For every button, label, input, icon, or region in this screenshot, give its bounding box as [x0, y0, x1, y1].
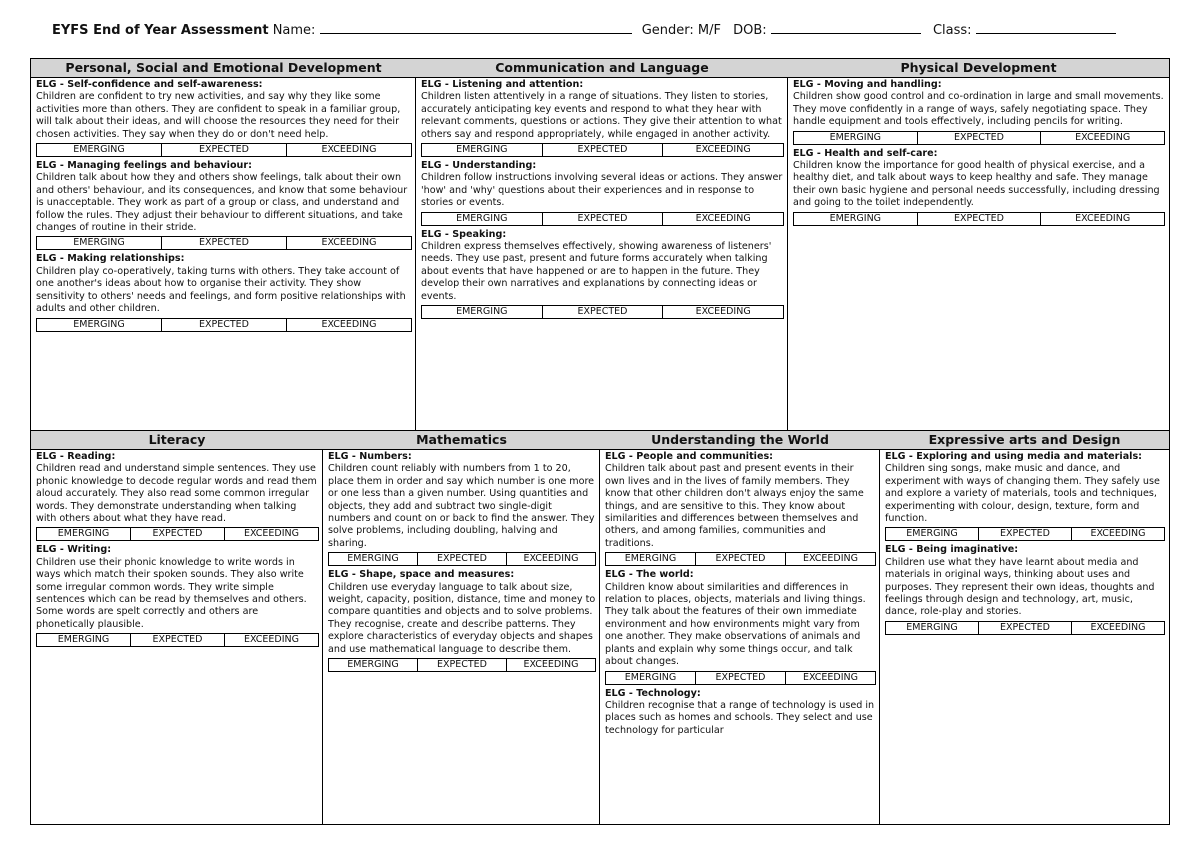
- elg-title: ELG - People and communities: [605, 451, 770, 462]
- elg-description: Children are confident to try new activities, and say why they like some activities more than others. They are confident to speak in a familiar group, will talk about their ideas, and will choose the resources they need for their chosen activities. They say when they do or don't need help.: [36, 91, 401, 140]
- elg-description: Children know the importance for good health of physical exercise, and a healthy diet, and talk about ways to keep healthy and safe. They manage their own basic hygiene and personal needs successfully, including dressing and going to the toilet independently.: [793, 160, 1160, 209]
- rating-exceeding[interactable]: EXCEEDING: [224, 528, 318, 540]
- elg-title: ELG - Listening and attention: [421, 79, 580, 90]
- rating-exceeding[interactable]: EXCEEDING: [286, 319, 411, 331]
- elg-title: ELG - Exploring and using media and materials: [885, 451, 1139, 462]
- rating-row: [36, 318, 412, 332]
- rating-exceeding[interactable]: EXCEEDING: [662, 306, 783, 318]
- rating-row: [36, 527, 319, 541]
- elg-title: ELG - Being imaginative: [885, 544, 1015, 556]
- elg-block: ELG - Shape, space and measures: Children use everyday language to talk about size, weight, capacity, position, distance, time and money to compare quantities and objects and to solve problems. They recognise, create and describe patterns. They explore characteristics of everyday objects and shapes and use mathematical language to describe them.: [328, 569, 596, 655]
- elg-block: ELG - Exploring and using media and materials: Children sing songs, make music and dance, and experiment with ways of changing them. They safely use and explore a variety of materials, tools and techniques, experimenting with colour, design, texture, form and function.: [885, 451, 1165, 525]
- area-title: Personal, Social and Emotional Development: [31, 59, 416, 78]
- class-label: Class:: [932, 23, 972, 38]
- area-communication-language: [416, 59, 788, 431]
- rating-row: [421, 143, 784, 157]
- rating-emerging[interactable]: EMERGING: [73, 318, 125, 330]
- rating-emerging[interactable]: EMERGING: [57, 528, 110, 540]
- area-expressive-arts: [880, 431, 1169, 824]
- rating-row: [36, 236, 412, 250]
- rating-row: [793, 131, 1165, 145]
- rating-emerging[interactable]: EMERGING: [456, 212, 508, 224]
- area-title: Mathematics: [323, 431, 600, 450]
- rating-row: [36, 633, 319, 647]
- rating-row: [421, 212, 784, 226]
- rating-expected[interactable]: EXPECTED: [161, 237, 286, 249]
- elg-description: Children read and understand simple sentences. They use phonic knowledge to decode regular words and read them aloud accurately. They also read some common irregular words. They demonstrate understanding when talking with others about what they have read.: [36, 463, 317, 525]
- area-understanding-world: [600, 431, 880, 824]
- elg-title: ELG - The world: [605, 569, 690, 581]
- area-title: Physical Development: [788, 59, 1169, 78]
- elg-description: Children talk about how they and others show feelings, talk about their own and others' behaviour, and its consequences, and know that some behaviour is unacceptable. They work as part of a group or class, and understand and follow the rules. They adjust their behaviour to different situations, and take changes of routine in their stride.: [36, 172, 408, 234]
- rating-expected[interactable]: EXPECTED: [161, 319, 286, 331]
- rating-exceeding[interactable]: EXCEEDING: [1071, 528, 1164, 540]
- elg-title: ELG - Technology: [605, 687, 697, 699]
- rating-emerging[interactable]: EMERGING: [906, 621, 958, 633]
- elg-description: Children sing songs, make music and dance, and experiment with ways of changing them. They safely use and explore a variety of materials, tools and techniques, experimenting with colour, design, texture, form and function.: [885, 463, 1160, 525]
- elg-description: Children recognise that a range of technology is used in places such as homes and schools. They select and use technology for particular: [605, 699, 875, 736]
- elg-block: ELG - The world: Children know about similarities and differences in relation to places, objects, materials and living things. They talk about the features of their own immediate environment and how environments might vary from one another. They make observations of animals and plants and explain why some things occur, and talk about changes.: [605, 569, 876, 668]
- elg-title: ELG - Making relationships: [36, 253, 181, 265]
- rating-exceeding[interactable]: EXCEEDING: [1040, 213, 1164, 225]
- elg-block: ELG - Numbers: Children count reliably with numbers from 1 to 20, place them in order and say which number is one more or one less than a given number. Using quantities and objects, they add and subtract two single-digit numbers and count on or back to find the answer. They solve problems, including doubling, halving and sharing.: [328, 451, 595, 549]
- rating-emerging[interactable]: EMERGING: [906, 528, 958, 540]
- elg-title: ELG - Managing feelings and behaviour: [36, 160, 249, 172]
- rating-exceeding[interactable]: EXCEEDING: [662, 213, 783, 225]
- elg-description: Children talk about past and present events in their own lives and in the lives of family members. They know that other children don't always enjoy the same things, and are sensitive to this. They know about similarities and differences between themselves and others, and among families, communities and traditions.: [605, 463, 864, 549]
- rating-emerging[interactable]: EMERGING: [73, 144, 125, 156]
- rating-exceeding[interactable]: EXCEEDING: [785, 672, 875, 684]
- class-field[interactable]: [976, 21, 1116, 34]
- rating-exceeding[interactable]: EXCEEDING: [662, 144, 783, 156]
- gender-label: Gender: M/F: [641, 23, 721, 38]
- rating-emerging[interactable]: EMERGING: [456, 306, 508, 318]
- elg-description: Children count reliably with numbers from 1 to 20, place them in order and say which number is one more or one less than a given number. Using quantities and objects, they add and subtract two single-digit numbers and count on or back to find the answer. They solve problems, including doubling, halving and sharing.: [328, 463, 595, 549]
- elg-title: ELG - Moving and handling: [793, 79, 938, 90]
- assessment-grid: [30, 58, 1170, 825]
- elg-title: ELG - Reading: [36, 451, 112, 462]
- rating-expected[interactable]: EXPECTED: [978, 528, 1071, 540]
- elg-block: ELG - Being imaginative: Children use what they have learnt about media and materials in original ways, thinking about uses and purposes. They represent their own ideas, thoughts and feelings through design and technology, art, music, dance, role-play and stories.: [885, 544, 1165, 618]
- name-field[interactable]: [320, 21, 632, 34]
- elg-description: Children follow instructions involving several ideas or actions. They answer 'how' and 'why' questions about their experiences and in response to stories or events.: [421, 172, 783, 209]
- rating-expected[interactable]: EXPECTED: [161, 144, 286, 156]
- elg-title: ELG - Shape, space and measures: [328, 569, 511, 581]
- rating-emerging[interactable]: EMERGING: [57, 634, 110, 646]
- rating-exceeding[interactable]: EXCEEDING: [785, 553, 875, 565]
- area-physical-development: [788, 59, 1169, 431]
- elg-title: ELG - Writing: [36, 544, 108, 556]
- rating-exceeding[interactable]: EXCEEDING: [286, 237, 411, 249]
- rating-expected[interactable]: EXPECTED: [130, 528, 224, 540]
- elg-block: ELG - Making relationships: Children play co-operatively, taking turns with others. They take account of one another's ideas about how to organise their activity. They show sensitivity to others' needs and feelings, and form positive relationships with adults and other children.: [36, 253, 412, 315]
- elg-description: Children use everyday language to talk about size, weight, capacity, position, distance, time and money to compare quantities and objects and to solve problems. They recognise, create and describe patterns. They explore characteristics of everyday objects and shapes and use mathematical language to describe them.: [328, 581, 596, 655]
- rating-expected[interactable]: EXPECTED: [417, 659, 506, 671]
- rating-emerging[interactable]: EMERGING: [456, 144, 508, 156]
- rating-exceeding[interactable]: EXCEEDING: [224, 634, 318, 646]
- rating-expected[interactable]: EXPECTED: [130, 634, 224, 646]
- elg-block: ELG - Self-confidence and self-awareness: Children are confident to try new activities, and say why they like some activities more than others. They are confident to speak in a familiar group, will talk about their ideas, and will choose the resources they need for their chosen activities. They say when they do or don't need help.: [36, 79, 412, 141]
- rating-exceeding[interactable]: EXCEEDING: [286, 144, 411, 156]
- rating-row: [605, 671, 876, 685]
- elg-block: ELG - Health and self-care: Children know the importance for good health of physical exercise, and a healthy diet, and talk about ways to keep healthy and safe. They manage their own basic hygiene and personal needs successfully, including dressing and going to the toilet independently.: [793, 148, 1165, 210]
- elg-block: ELG - People and communities: Children talk about past and present events in their own lives and in the lives of family members. They know that other children don't always enjoy the same things, and are sensitive to this. They know about similarities and differences between themselves and others, and among families, communities and traditions.: [605, 451, 876, 550]
- rating-exceeding[interactable]: EXCEEDING: [506, 553, 595, 565]
- elg-block: ELG - Reading: Children read and understand simple sentences. They use phonic knowledge to decode regular words and read them aloud accurately. They also read some common irregular words. They demonstrate understanding when talking with others about what they have read.: [36, 451, 319, 525]
- rating-emerging[interactable]: EMERGING: [829, 212, 882, 224]
- area-title: Expressive arts and Design: [880, 431, 1169, 450]
- elg-description: Children use what they have learnt about media and materials in original ways, thinking about uses and purposes. They represent their own ideas, thoughts and feelings through design and technology, art, music, dance, role-play and stories.: [885, 556, 1155, 618]
- elg-block: ELG - Speaking: Children express themselves effectively, showing awareness of listeners' needs. They use past, present and future forms accurately when talking about events that have happened or are to happen in the future. They develop their own narratives and explanations by connecting ideas or events.: [421, 229, 784, 303]
- rating-row: [885, 527, 1165, 541]
- elg-title: ELG - Speaking: [421, 228, 503, 240]
- area-literacy: [31, 431, 323, 824]
- elg-block: ELG - Managing feelings and behaviour: Children talk about how they and others show feelings, talk about their own and others' behaviour, and its consequences, and know that some behaviour is unacceptable. They work as part of a group or class, and understand and follow the rules. They adjust their behaviour to different situations, and take changes of routine in their stride.: [36, 160, 412, 234]
- elg-title: ELG - Health and self-care: [793, 147, 934, 159]
- dob-field[interactable]: [771, 21, 921, 34]
- elg-title: ELG - Numbers: [328, 451, 408, 462]
- rating-emerging[interactable]: EMERGING: [624, 671, 677, 683]
- area-title: Understanding the World: [600, 431, 880, 450]
- rating-row: [605, 552, 876, 566]
- elg-title: ELG - Self-confidence and self-awareness: [36, 79, 259, 90]
- name-label: Name:: [272, 23, 316, 38]
- rating-expected[interactable]: EXPECTED: [542, 144, 663, 156]
- rating-expected[interactable]: EXPECTED: [542, 306, 663, 318]
- rating-expected[interactable]: EXPECTED: [417, 553, 506, 565]
- area-title: Literacy: [31, 431, 323, 450]
- elg-description: Children use their phonic knowledge to write words in ways which match their spoken sounds. They also write some irregular common words. They write simple sentences which can be read by themselves and others. Some words are spelt correctly and others are phonetically plausible.: [36, 556, 307, 630]
- elg-description: Children know about similarities and differences in relation to places, objects, materials and living things. They talk about the features of their own immediate environment and how environments might vary from one another. They make observations of animals and plants and explain why some things occur, and talk about changes.: [605, 581, 866, 668]
- rating-row: [328, 552, 596, 566]
- rating-emerging[interactable]: EMERGING: [829, 131, 882, 143]
- rating-emerging[interactable]: EMERGING: [347, 659, 399, 671]
- area-mathematics: [323, 431, 600, 824]
- elg-block: ELG - Technology: Children recognise that a range of technology is used in places such as homes and schools. They select and use technology for particular: [605, 687, 875, 736]
- rating-row: [793, 212, 1165, 226]
- rating-emerging[interactable]: EMERGING: [347, 553, 399, 565]
- rating-emerging[interactable]: EMERGING: [73, 237, 125, 249]
- elg-title: ELG - Understanding: [421, 160, 533, 172]
- elg-description: Children play co-operatively, taking turns with others. They take account of one another's ideas about how to organise their activity. They show sensitivity to others' needs and feelings, and form positive relationships with adults and other children.: [36, 265, 406, 315]
- elg-block: ELG - Writing: Children use their phonic knowledge to write words in ways which match their spoken sounds. They also write some irregular common words. They write simple sentences which can be read by themselves and others. Some words are spelt correctly and others are phonetically plausible.: [36, 544, 319, 631]
- form-title: EYFS End of Year Assessment: [52, 23, 269, 38]
- elg-block: ELG - Moving and handling: Children show good control and co-ordination in large and small movements. They move confidently in a range of ways, safely negotiating space. They handle equipment and tools effectively, including pencils for writing.: [793, 79, 1164, 128]
- area-title: Communication and Language: [416, 59, 788, 78]
- rating-emerging[interactable]: EMERGING: [624, 553, 677, 565]
- dob-label: DOB:: [733, 23, 767, 38]
- rating-expected[interactable]: EXPECTED: [695, 672, 785, 684]
- rating-expected[interactable]: EXPECTED: [917, 213, 1041, 225]
- rating-row: [885, 621, 1165, 635]
- elg-description: Children listen attentively in a range of situations. They listen to stories, accurately anticipating key events and respond to what they hear with relevant comments, questions or actions. They give their attention to what others say and respond appropriately, while engaged in another activity.: [421, 91, 782, 140]
- rating-row: [328, 658, 596, 672]
- assessment-header: [52, 21, 1152, 43]
- elg-description: Children show good control and co-ordination in large and small movements. They move confidently in a range of ways, safely negotiating space. They handle equipment and tools effectively, including pencils for writing.: [793, 91, 1164, 128]
- elg-description: Children express themselves effectively, showing awareness of listeners' needs. They use past, present and future forms accurately when talking about events that have happened or are to happen in the future. They develop their own narratives and explanations by connecting ideas or events.: [421, 241, 772, 302]
- rating-expected[interactable]: EXPECTED: [695, 553, 785, 565]
- area-psed: [31, 59, 416, 431]
- rating-expected[interactable]: EXPECTED: [917, 132, 1041, 144]
- rating-expected[interactable]: EXPECTED: [542, 213, 663, 225]
- elg-block: ELG - Listening and attention: Children listen attentively in a range of situations. They listen to stories, accurately anticipating key events and respond to what they hear with relevant comments, questions or actions. They give their attention to what others say and respond appropriately, while engaged in another activity.: [421, 79, 784, 141]
- rating-row: [36, 143, 412, 157]
- rating-exceeding[interactable]: EXCEEDING: [1071, 622, 1164, 634]
- rating-expected[interactable]: EXPECTED: [978, 622, 1071, 634]
- rating-exceeding[interactable]: EXCEEDING: [506, 659, 595, 671]
- rating-exceeding[interactable]: EXCEEDING: [1040, 132, 1164, 144]
- rating-row: [421, 305, 784, 319]
- elg-block: ELG - Understanding: Children follow instructions involving several ideas or actions. They answer 'how' and 'why' questions about their experiences and in response to stories or events.: [421, 160, 783, 209]
